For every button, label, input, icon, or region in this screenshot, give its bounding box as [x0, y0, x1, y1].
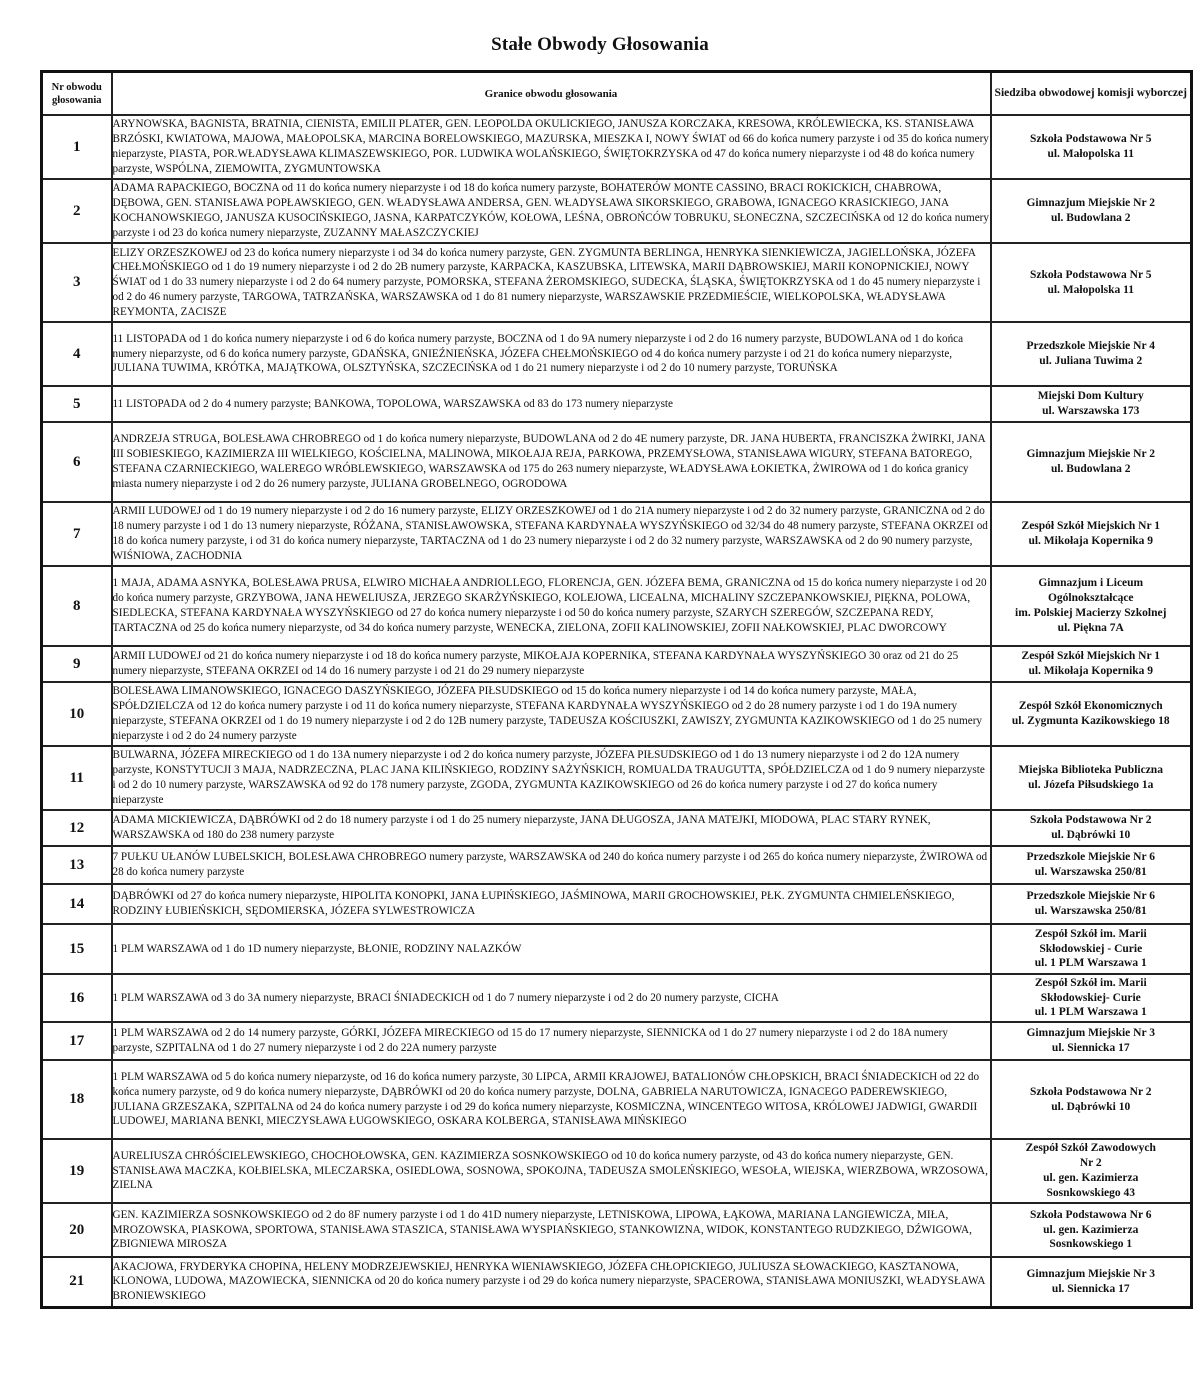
- commission-seat: [991, 884, 1192, 924]
- circuit-boundaries: ARMII LUDOWEJ od 1 do 19 numery nieparzyste i od 2 do 16 numery parzyste, ELIZY ORZESZKOWEJ od 1 do 21A numery nieparzyste i od 2 do 32 numery parzyste, GRANICZNA od 2 do 18 numery parzyste i od 1 do 13 numery nieparzyste, RÓŻANA, STANISŁAWOWSKA, STEFANA KARDYNAŁA WYSZYŃSKIEGO od 32/34 do 48 numery parzyste, STEFANA OKRZEI od 18 do końca numery parzyste, i od 31 do końca numery nieparzyste, TARTACZNA od 1 do 23 numery nieparzyste i od 2 do 32 numery parzyste, WARSZAWSKA od 2 do 90 numery parzyste, WIŚNIOWA, ZACHODNIA: [112, 502, 991, 566]
- seat-line: Miejski Dom Kultury: [1037, 390, 1144, 403]
- seat-line: Zespół Szkół im. Marii: [1034, 927, 1147, 940]
- circuit-number: 15: [42, 924, 112, 974]
- circuit-number: 1: [42, 115, 112, 179]
- table-header-row: [42, 72, 1192, 116]
- seat-line: ul. 1 PLM Warszawa 1: [1034, 1006, 1147, 1019]
- commission-seat: [991, 646, 1192, 682]
- circuit-boundaries: 1 PLM WARSZAWA od 3 do 3A numery nieparzyste, BRACI ŚNIADECKICH od 1 do 7 numery nieparzyste i od 2 do 20 numery parzyste, CICHA: [112, 974, 991, 1022]
- commission-seat: [991, 846, 1192, 884]
- table-row: [42, 846, 1192, 884]
- circuit-number: 9: [42, 646, 112, 682]
- seat-line: ul. Dąbrówki 10: [1051, 1100, 1131, 1113]
- commission-seat: [991, 386, 1192, 422]
- circuit-boundaries: DĄBRÓWKI od 27 do końca numery nieparzyste, HIPOLITA KONOPKI, JANA ŁUPIŃSKIEGO, JAŚMINOWA, MARII GROCHOWSKIEJ, PŁK. ZYGMUNTA CHMIELEŃSKIEGO, RODZINY ŁUBIEŃSKICH, SĘDOMIERSKA, JÓZEFA SYLWESTROWICZA: [112, 884, 991, 924]
- seat-line: ul. Małopolska 11: [1047, 148, 1135, 160]
- table-row: [42, 810, 1192, 846]
- circuit-number: 3: [42, 243, 112, 322]
- table-row: [42, 1257, 1192, 1307]
- circuit-boundaries: 1 PLM WARSZAWA od 2 do 14 numery parzyste, GÓRKI, JÓZEFA MIRECKIEGO od 15 do 17 numery nieparzyste, SIENNICKA od 1 do 27 numery nieparzyste i od 2 do 18A numery parzyste, SZPITALNA od 1 do 27 numery nieparzyste i od 2 do 22A numery parzyste: [112, 1022, 991, 1060]
- circuit-number: 6: [42, 422, 112, 502]
- seat-line: ul. Mikołaja Kopernika 9: [1028, 535, 1154, 547]
- seat-line: Zespół Szkół Miejskich Nr 1: [1021, 650, 1160, 663]
- circuit-number: 12: [42, 810, 112, 846]
- table-row: [42, 1203, 1192, 1257]
- circuit-boundaries: ADAMA RAPACKIEGO, BOCZNA od 11 do końca numery nieparzyste i od 18 do końca numery parzyste, BOHATERÓW MONTE CASSINO, BRACI ROKICKICH, CHABROWA, DĘBOWA, GEN. STANISŁAWA POPŁAWSKIEGO, GEN. WŁADYSŁAWA ANDERSA, GEN. WŁADYSŁAWA SIKORSKIEGO, GRABOWA, IGNACEGO KRASICKIEGO, JANA KOCHANOWSKIEGO, JANUSZA KUSOCIŃSKIEGO, JASNA, KARPATCZYKÓW, KOŁOWA, LEŚNA, OBROŃCÓW TOBRUKU, SŁONECZNA, SZCZECIŃSKA od 12 do końca numery parzyste i od 23 do końca numery nieparzyste, ZUZANNY MAŁASZCZYCKIEJ: [112, 179, 991, 243]
- seat-line: Ogólnokształcące: [1047, 592, 1134, 605]
- commission-seat: [991, 422, 1192, 502]
- seat-line: ul. Budowlana 2: [1050, 212, 1131, 224]
- seat-line: ul. Siennicka 17: [1051, 1042, 1130, 1054]
- seat-line: im. Polskiej Macierzy Szkolnej: [1015, 607, 1167, 619]
- circuit-number: 20: [42, 1203, 112, 1257]
- circuit-boundaries: ADAMA MICKIEWICZA, DĄBRÓWKI od 2 do 18 numery parzyste i od 1 do 25 numery nieparzyste, JANA DŁUGOSZA, JANA MATEJKI, MIODOWA, PLAC STARY RYNEK, WARSZAWSKA od 180 do 238 numery parzyste: [112, 810, 991, 846]
- circuit-number: 17: [42, 1022, 112, 1060]
- seat-line: Zespół Szkół Zawodowych: [1025, 1142, 1156, 1155]
- circuit-boundaries: AURELIUSZA CHRÓŚCIELEWSKIEGO, CHOCHOŁOWSKA, GEN. KAZIMIERZA SOSNKOWSKIEGO od 10 do końca numery parzyste, od 43 do końca numery nieparzyste, GEN. STANISŁAWA MACZKA, KOŁBIELSKA, MLECZARSKA, OSIEDLOWA, SOSNOWA, SPOKOJNA, TADEUSZA SMOLEŃSKIEGO, WESOŁA, WIEJSKA, WIERZBOWA, WRZOSOWA, ZIELNA: [112, 1139, 991, 1203]
- circuit-boundaries: ELIZY ORZESZKOWEJ od 23 do końca numery nieparzyste i od 34 do końca numery parzyste, GEN. ZYGMUNTA BERLINGA, HENRYKA SIENKIEWICZA, JAGIELLOŃSKA, JÓZEFA CHEŁMOŃSKIEGO od 1 do 19 numery nieparzyste i od 2 do 2B numery parzyste, KARPACKA, KASZUBSKA, LITEWSKA, MARII DĄBROWSKIEJ, MARII KONOPNICKIEJ, NOWY ŚWIAT od 1 do 33 numery nieparzyste i od 2 do 64 numery parzyste, POMORSKA, STEFANA ŻEROMSKIEGO, SUDECKA, ŚLĄSKA, ŚWIĘTOKRZYSKA od 1 do 45 numery nieparzyste i od 2 do 46 numery parzyste, TARGOWA, TATRZAŃSKA, WARSZAWSKA od 1 do 81 numery nieparzyste, WARSZAWSKIE PRZEDMIEŚCIE, WIELKOPOLSKA, WŁADYSŁAWA REYMONTA, ZACISZE: [112, 243, 991, 322]
- seat-line: Zespół Szkół im. Marii: [1034, 976, 1147, 989]
- commission-seat: [991, 1257, 1192, 1307]
- column-header-number: Nr obwodu głosowania: [42, 72, 112, 116]
- seat-line: Zespół Szkół Miejskich Nr 1: [1021, 520, 1160, 533]
- commission-seat: [991, 566, 1192, 646]
- circuit-boundaries: ARMII LUDOWEJ od 21 do końca numery nieparzyste i od 18 do końca numery parzyste, MIKOŁAJA KOPERNIKA, STEFANA KARDYNAŁA WYSZYŃSKIEGO 30 oraz od 21 do 25 numery nieparzyste, STEFANA OKRZEI od 14 do 16 numery parzyste i od 21 do 29 numery nieparzyste: [112, 646, 991, 682]
- seat-line: Przedszkole Miejskie Nr 6: [1026, 851, 1155, 864]
- seat-line: ul. Juliana Tuwima 2: [1039, 355, 1143, 367]
- seat-line: ul. Józefa Piłsudskiego 1a: [1028, 779, 1154, 791]
- seat-line: Szkoła Podstawowa Nr 6: [1029, 1208, 1152, 1221]
- table-row: [42, 682, 1192, 746]
- circuit-boundaries: 1 PLM WARSZAWA od 1 do 1D numery nieparzyste, BŁONIE, RODZINY NALAZKÓW: [112, 924, 991, 974]
- seat-line: ul. Warszawska 250/81: [1034, 866, 1147, 878]
- seat-line: ul. Siennicka 17: [1051, 1282, 1130, 1295]
- seat-line: Zespół Szkół Ekonomicznych: [1018, 700, 1163, 713]
- table-row: [42, 566, 1192, 646]
- table-row: [42, 179, 1192, 243]
- seat-line: Szkoła Podstawowa Nr 5: [1029, 268, 1152, 281]
- commission-seat: [991, 115, 1192, 179]
- seat-line: ul. Małopolska 11: [1047, 283, 1135, 296]
- table-row: [42, 115, 1192, 179]
- commission-seat: [991, 1060, 1192, 1139]
- seat-line: ul. gen. Kazimierza: [1043, 1223, 1139, 1236]
- seat-line: Nr 2: [1079, 1157, 1102, 1170]
- circuit-number: 10: [42, 682, 112, 746]
- seat-line: ul. 1 PLM Warszawa 1: [1034, 957, 1147, 970]
- seat-line: ul. Piękna 7A: [1057, 621, 1124, 634]
- circuit-boundaries: 7 PUŁKU UŁANÓW LUBELSKICH, BOLESŁAWA CHROBREGO numery parzyste, WARSZAWSKA od 240 do końca numery parzyste i od 265 do końca numery nieparzyste, ŻWIROWA od 28 do końca numery parzyste: [112, 846, 991, 884]
- seat-line: ul. Warszawska 250/81: [1034, 905, 1147, 917]
- circuit-boundaries: 1 PLM WARSZAWA od 5 do końca numery nieparzyste, od 16 do końca numery parzyste, 30 LIPCA, ARMII KRAJOWEJ, BATALIONÓW CHŁOPSKICH, BRACI ŚNIADECKICH od 22 do końca numery parzyste, od 9 do końca numery nieparzyste, DĄBRÓWKI od 20 do końca numery parzyste, DOLNA, GABRIELA NARUTOWICZA, IGNACEGO PADEREWSKIEGO, JULIANA GRZESZAKA, SZPITALNA od 24 do końca numery parzyste i od 29 do końca numery nieparzyste, KOSMICZNA, WINCENTEGO WITOSA, KRÓLOWEJ JADWIGI, GWARDII LUDOWEJ, MARIANA BENKI, MIECZYSŁAWA ŁUGOWSKIEGO, OSKARA KOLBERGA, STANISŁAWA MIŃSKIEGO: [112, 1060, 991, 1139]
- circuit-number: 16: [42, 974, 112, 1022]
- seat-line: Szkoła Podstawowa Nr 2: [1029, 1085, 1152, 1098]
- seat-line: Gimnazjum i Liceum: [1038, 577, 1144, 590]
- circuit-boundaries: 1 MAJA, ADAMA ASNYKA, BOLESŁAWA PRUSA, ELWIRO MICHAŁA ANDRIOLLEGO, FLORENCJA, GEN. JÓZEFA BEMA, GRANICZNA od 15 do końca numery nieparzyste i od 20 do końca numery parzyste, GRZYBOWA, JANA HEWELIUSZA, JERZEGO SKARŻYŃSKIEGO, KOLEJOWA, LICEALNA, MICHALINY SZCZEPANKOWSKIEJ, PIĘKNA, POLOWA, SIEDLECKA, STEFANA KARDYNAŁA WYSZYŃSKIEGO od 27 do końca numery nieparzyste i od 50 do końca numery parzyste, SZARYCH SZEREGÓW, SZCZEPANA REDY, TARTACZNA od 25 do końca numery nieparzyste, od 34 do końca numery parzyste, WENECKA, ZIELONA, ZOFII KALINOWSKIEJ, ZOFII NAŁKOWSKIEJ, PLAC DWORCOWY: [112, 566, 991, 646]
- seat-line: Gimnazjum Miejskie Nr 3: [1026, 1267, 1155, 1280]
- circuit-number: 19: [42, 1139, 112, 1203]
- seat-line: ul. Mikołaja Kopernika 9: [1028, 665, 1154, 677]
- seat-line: Sosnkowskiego 1: [1049, 1238, 1133, 1251]
- circuit-number: 18: [42, 1060, 112, 1139]
- table-row: [42, 322, 1192, 386]
- circuit-number: 7: [42, 502, 112, 566]
- table-row: [42, 1022, 1192, 1060]
- commission-seat: [991, 502, 1192, 566]
- circuit-number: 2: [42, 179, 112, 243]
- circuit-boundaries: AKACJOWA, FRYDERYKA CHOPINA, HELENY MODRZEJEWSKIEJ, HENRYKA WIENIAWSKIEGO, JÓZEFA CHŁOPICKIEGO, JULIUSZA SŁOWACKIEGO, KASZTANOWA, KLONOWA, LUDOWA, MAZOWIECKA, SIENNICKA od 20 do końca numery parzyste i od 29 do końca numery nieparzyste, SPACEROWA, STANISŁAWA MONIUSZKI, WŁADYSŁAWA BRONIEWSKIEGO: [112, 1257, 991, 1307]
- seat-line: ul. Dąbrówki 10: [1051, 829, 1131, 841]
- table-row: [42, 646, 1192, 682]
- commission-seat: [991, 1203, 1192, 1257]
- table-row: [42, 974, 1192, 1022]
- voting-circuits-table: [40, 70, 1193, 1309]
- column-header-seat: Siedziba obwodowej komisji wyborczej: [991, 72, 1192, 116]
- commission-seat: [991, 243, 1192, 322]
- circuit-number: 14: [42, 884, 112, 924]
- seat-line: Gimnazjum Miejskie Nr 2: [1026, 448, 1155, 461]
- column-header-boundaries: Granice obwodu głosowania: [112, 72, 991, 116]
- seat-line: ul. gen. Kazimierza: [1043, 1172, 1139, 1184]
- table-body: [42, 115, 1192, 1307]
- commission-seat: [991, 322, 1192, 386]
- commission-seat: [991, 179, 1192, 243]
- circuit-boundaries: 11 LISTOPADA od 1 do końca numery nieparzyste i od 6 do końca numery parzyste, BOCZNA od 1 do 9A numery nieparzyste i od 2 do 16 numery parzyste, BUDOWLANA od 1 do końca numery nieparzyste, od 6 do końca numery parzyste, GDAŃSKA, GNIEŹNIEŃSKA, JÓZEFA CHEŁMOŃSKIEGO od 4 do końca numery parzyste i od 21 do końca numery nieparzyste, JULIANA TUWIMA, KRÓTKA, MAJĄTKOWA, OLSZTYŃSKA, SZCZECIŃSKA od 1 do 21 numery nieparzyste i od 2 do 10 numery parzyste, TORUŃSKA: [112, 322, 991, 386]
- circuit-boundaries: GEN. KAZIMIERZA SOSNKOWSKIEGO od 2 do 8F numery parzyste i od 1 do 41D numery nieparzyste, LETNISKOWA, LIPOWA, ŁĄKOWA, MARIANA LANGIEWICZA, MIŁA, MROZOWSKA, PIASKOWA, SPORTOWA, STANISŁAWA STASZICA, STANISŁAWA WYSPIAŃSKIEGO, STANKOWIZNA, WIDOK, KONSTANTEGO RUDZKIEGO, DŹWIGOWA, ZBIGNIEWA MIROSZA: [112, 1203, 991, 1257]
- seat-line: ul. Warszawska 173: [1042, 405, 1140, 417]
- seat-line: ul. Budowlana 2: [1050, 463, 1131, 475]
- table-row: [42, 1060, 1192, 1139]
- circuit-boundaries: BULWARNA, JÓZEFA MIRECKIEGO od 1 do 13A numery nieparzyste i od 2 do końca numery parzyste, JÓZEFA PIŁSUDSKIEGO od 1 do 13 numery nieparzyste i od 2 do 12A numery parzyste, KONSTYTUCJI 3 MAJA, NADRZECZNA, PLAC JANA KILIŃSKIEGO, RODZINY SAŻYŃSKICH, ROMUALDA TRAUGUTTA, SPÓŁDZIELCZA od 1 do 9 numery nieparzyste i od 2 do 10 numery parzyste, WARSZAWSKA od 92 do 178 numery parzyste, ZGODA, ZYGMUNTA KAZIKOWSKIEGO od 26 do końca numery parzyste i od 27 do końca numery nieparzyste: [112, 746, 991, 810]
- table-row: [42, 924, 1192, 974]
- seat-line: Miejska Biblioteka Publiczna: [1018, 764, 1163, 777]
- table-row: [42, 746, 1192, 810]
- seat-line: ul. Zygmunta Kazikowskiego 18: [1011, 715, 1170, 727]
- seat-line: Przedszkole Miejskie Nr 4: [1026, 340, 1155, 353]
- commission-seat: [991, 1022, 1192, 1060]
- commission-seat: [991, 682, 1192, 746]
- circuit-boundaries: ARYNOWSKA, BAGNISTA, BRATNIA, CIENISTA, EMILII PLATER, GEN. LEOPOLDA OKULICKIEGO, JANUSZA KORCZAKA, KRESOWA, KRÓLEWIECKA, KS. STANISŁAWA BRZÓSKI, KWIATOWA, MAJOWA, MAŁOPOLSKA, MARCINA BORELOWSKIEGO, MAZURSKA, MIESZKA I, NOWY ŚWIAT od 66 do końca numery parzyste i od 35 do końca numery nieparzyste, PIASTA, POR.WŁADYSŁAWA KLIMASZEWSKIEGO, POR. LUDWIKA WOLAŃSKIEGO, ŚWIĘTOKRZYSKA od 47 do końca numery nieparzyste i od 48 do końca numery parzyste, WSPÓLNA, ZIEMOWITA, ZYGMUNTOWSKA: [112, 115, 991, 179]
- seat-line: Sosnkowskiego 43: [1046, 1186, 1135, 1199]
- table-row: [42, 243, 1192, 322]
- seat-line: Szkoła Podstawowa Nr 2: [1029, 814, 1152, 827]
- circuit-number: 21: [42, 1257, 112, 1307]
- circuit-number: 4: [42, 322, 112, 386]
- table-row: [42, 502, 1192, 566]
- circuit-number: 5: [42, 386, 112, 422]
- commission-seat: [991, 1139, 1192, 1203]
- circuit-boundaries: 11 LISTOPADA od 2 do 4 numery parzyste; BANKOWA, TOPOLOWA, WARSZAWSKA od 83 do 173 numery nieparzyste: [112, 386, 991, 422]
- seat-line: Gimnazjum Miejskie Nr 2: [1026, 197, 1155, 210]
- table-row: [42, 1139, 1192, 1203]
- seat-line: Skłodowskiej - Curie: [1039, 942, 1143, 955]
- page-title: Stałe Obwody Głosowania: [491, 34, 709, 55]
- circuit-number: 8: [42, 566, 112, 646]
- table-row: [42, 422, 1192, 502]
- seat-line: Przedszkole Miejskie Nr 6: [1026, 890, 1155, 903]
- circuit-boundaries: ANDRZEJA STRUGA, BOLESŁAWA CHROBREGO od 1 do końca numery nieparzyste, BUDOWLANA od 2 do 4E numery parzyste, DR. JANA HUBERTA, FRANCISZKA ŻWIRKI, JANA III SOBIESKIEGO, KAZIMIERZA III WIELKIEGO, KOŚCIELNA, MALINOWA, MIKOŁAJA REJA, PARKOWA, PRZEMYSŁOWA, STANISŁAWA WIGURY, STEFANA BATOREGO, STEFANA CZARNIECKIEGO, WALEREGO WRÓBLEWSKIEGO, WARSZAWSKA od 175 do 263 numery nieparzyste, WŁADYSŁAWA ŁOKIETKA, ŻWIROWA od 1 do końca granicy miasta numery nieparzyste i od 2 do 26 numery parzyste, JULIANA GROBELNEGO, OGRODOWA: [112, 422, 991, 502]
- seat-line: Skłodowskiej- Curie: [1040, 991, 1141, 1004]
- seat-line: Szkoła Podstawowa Nr 5: [1029, 133, 1152, 146]
- circuit-number: 11: [42, 746, 112, 810]
- table-row: [42, 386, 1192, 422]
- seat-line: Gimnazjum Miejskie Nr 3: [1026, 1027, 1155, 1040]
- circuit-boundaries: BOLESŁAWA LIMANOWSKIEGO, IGNACEGO DASZYŃSKIEGO, JÓZEFA PIŁSUDSKIEGO od 15 do końca numery nieparzyste i od 14 do końca numery parzyste, MAŁA, SPÓŁDZIELCZA od 12 do końca numery parzyste i od 11 do końca numery nieparzyste, STEFANA KARDYNAŁA WYSZYŃSKIEGO od 2 do 28 numery parzyste i od 1 do 19A numery nieparzyste, STEFANA OKRZEI od 1 do 19 numery nieparzyste i od 2 do 12B numery parzyste, TADEUSZA KOŚCIUSZKI, ZAWISZY, ZYGMUNTA KAZIKOWSKIEGO od 1 do 25 numery nieparzyste i od 2 do 24 numery parzyste: [112, 682, 991, 746]
- table-row: [42, 884, 1192, 924]
- commission-seat: [991, 974, 1192, 1022]
- commission-seat: [991, 810, 1192, 846]
- commission-seat: [991, 924, 1192, 974]
- circuit-number: 13: [42, 846, 112, 884]
- commission-seat: [991, 746, 1192, 810]
